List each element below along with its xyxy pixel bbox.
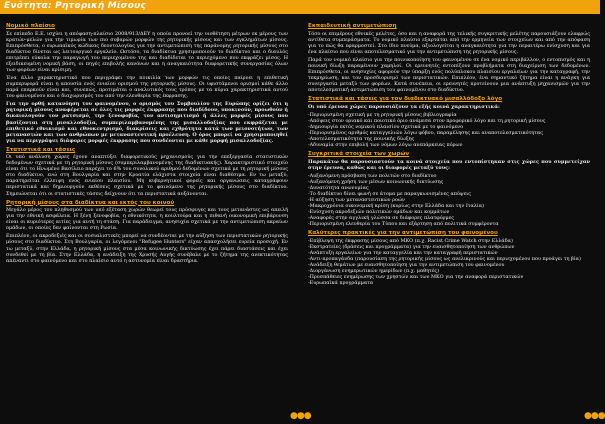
list-item: -Δημιουργία εκτός νομικού πλαισίου σχετικά με το φαινόμενο	[308, 123, 464, 130]
list-item: -Ανάπτυξη εργαλείων για την καταγγελία και την καταγραφή περιστατικών	[308, 249, 498, 256]
section-statistics-title: Στατιστικά και τάσεις	[6, 146, 76, 153]
list-item: -Περιορισμένος αριθμός καταγγελιών λόγω φόβου, παραμέλησης και αναποτελεσματικότητας	[308, 130, 543, 137]
best-practices-list	[308, 238, 590, 286]
right-column	[308, 20, 590, 288]
list-item: -Προσπάθειες ενημέρωσης των χρηστών και των ΜΚΟ για την αναφορά περιστατικών	[308, 274, 524, 281]
paragraph: Παρακάτω θα παρουσιαστούν τα κοινά στοιχεία που εντοπίστηκαν στις χώρες που συμμετείχαν στην έρευνα, καθώς και οι διαφορές μεταξύ τους:	[308, 158, 590, 171]
list-item: -Εκστρατείες (δράσεις και προγράμματα) για την ευαισθητοποίηση των ανθρώπων	[308, 243, 515, 250]
paragraph: Οι υπό έρευνα χώρες παρουσιάζουν τα εξής κοινά χαρακτηριστικά:	[308, 103, 500, 110]
list-item: -Αντι-προπαγάνδα (παρουσίαση της ρητορικής μίσους ως ανελικρινούς και περιεχομένου που προάγει τη βία)	[308, 256, 581, 263]
list-item: -Απόψεις στον οριακό και ποιοτικό όριο ανάμεσα στον προφορικό λόγο και τη ρητορική μίσους	[308, 117, 546, 124]
list-item: -Περιορισμένη σχετική με τη ρητορική μίσους βιβλιογραφία	[308, 111, 457, 118]
page-title: Ενότητα: Ρητορική Μίσους	[4, 1, 146, 11]
list-item: -Αυξανόμενη χρήση των μέσων κοινωνικής δικτύωσης	[308, 179, 444, 185]
list-item: -Μακροχρόνια οικονομική κρίση (κυρίως στην Ελλάδα και την Ιταλία)	[308, 203, 485, 210]
list-item: -Ενίσχυση ακροδεξιών πολιτικών ομάδων και κομμάτων	[308, 209, 450, 216]
section-legal-framework-title: Νομικό πλαίσιο	[6, 23, 55, 29]
page-end-dots-icon: ●●●	[290, 411, 311, 421]
paragraph: Για την ορθή κατανόηση του φαινομένου, ο ορισμός του Συμβουλίου της Ευρώπης ορίζει ότι η ρητορική μίσους αναφέρεται σε όλες τις μορφές έκφρασης που διαδίδουν, υποκινούν, προωθούν ή δικαιολογούν τον ρατσισμό, την ξενοφοβία, τον αντισημιτισμό ή άλλες μορφές μίσους που βασίζονται στη μισαλλοδοξία, συμπεριλαμβανομένης της μισαλλοδοξίας που εκφράζεται με επιθετικό εθνικισμό και εθνοκεντρισμό, διακρίσεις και εχθρότητα κατά των μειονοτήτων, των μεταναστών και των ανθρώπων με μεταναστευτική προέλευση. Ο όρος μπορεί να χρησιμοποιηθεί για να περιγράψει διάφορες μορφές έκφρασης που συνδέονται με κάθε μορφή μισαλλοδοξίας.	[6, 101, 288, 144]
common-features-list	[308, 112, 590, 148]
comparison-list	[308, 173, 590, 227]
list-item: -Το διαδίκτυο δίνει φωνή σε άτομα με παραγκωνισμένες απόψεις	[308, 191, 471, 198]
paragraph: Ένα άλλο χαρακτηριστικό που περιγράφει την ποικιλία των μορφών τις οποίες παίρνει η επιθετική συμπεριφορά είναι η απουσία ενός ενιαίου ορισμού της ρητορικής μίσους. Οι υφιστάμενοι ορισμοί κάθε άλλο παρά επαρκούν είναι και, συνεπώς, προτιμάται ο αναλυτικός τους τρόπος με τα κύρια χαρακτηριστικά αυτού του φαινομένου και ο διαχωρισμός του από την ελευθερία της έκφρασης.	[6, 75, 288, 100]
paragraph: Οι υπό ανάλυση χώρες έχουν αναπτύξει διαφορετικούς μηχανισμούς για την επεξεργασία στατιστικών δεδομένων σχετικά με τη ρητορική μίσους (συμπεριλαμβανομένης της διαδικτυακής). Χαρακτηριστικό στοιχείο είναι ότι το Ηνωμένο Βασίλειο παρέχει το 6% του συνολικού αριθμού δεδομένων σχετικά με τη ρητορική μίσους στο διαδίκτυο, ενώ στη Βουλγαρία και στην Κροατία ελάχιστα στοιχεία είναι διαθέσιμα. Εν τω μεταξύ, παρατηρείται έλλειψη ενός ενιαίου πλαισίου. Μη κυβερνητικοί φορείς και οργανώσεις καταγράφουν περιστατικά και δημιουργούν εκθέσεις σχετικά με το φαινόμενο της ρητορικής μίσους στο διαδίκτυο. Σημειώνεται ότι οι στατιστικές τάσεις δείχνουν ότι τα περιστατικά αυξάνονται.	[6, 154, 288, 197]
list-item: -Δυνατότητα ανωνυμίας	[308, 185, 369, 192]
section-best-practices-title: Καλύτερες πρακτικές για την αντιμετώπιση του φαινομένου	[308, 230, 498, 237]
list-item: -Αδυναμία στην επιβολή των νόμων λόγω ανεπάρκειας πόρων	[308, 142, 463, 149]
section-hate-speech-offline-title: Ρητορική μίσους στα διαδίκτυα και εκτός του κοινού	[6, 199, 175, 206]
list-item: -Αποτελεσματικότητα της ποινικής δίωξης	[308, 136, 415, 143]
left-column	[6, 20, 288, 266]
list-item: -Διοργάνωση ενημερωτικών ημερίδων (π.χ. μαθητές)	[308, 268, 440, 275]
paragraph: Σε επίπεδο Ε.Ε. ισχύει η απόφαση-πλαίσιο 2008/913/ΔΕΥ η οποία προνοεί την υιοθέτηση μέτρων εκ μέρους των κρατών-μελών για την τιμωρία των πιο σοβαρών μορφών της ρητορικής μίσους και των εγκλημάτων μίσους. Επιπρόσθετα, ο ευρωπαϊκός κώδικας δεοντολογίας για την αντιμετώπιση της παράνομης ρητορικής μίσους στο διαδίκτυο δίνεται ως λειτουργικό εργαλείο. Ωστόσο, τα διαδίκτυα χρησιμοποιούν το διαδίκτυο και ο διαυλός επιτρέπει εύκολα την παραγωγή του περιεχομένου της και διαδίδεται το περιεχόμενο που εκφράζει μίσος. Η εξειδικευμένη νομική βάση, οι πηγές επιβολής κανόνων και η αναγκαιότητα διαφορετικής συνεργασίας όλων των φορέων είναι κρίσιμη.	[6, 30, 288, 73]
list-item: -Ευρωπαϊκά προγράμματα	[308, 280, 374, 287]
paragraph: Επιπλέον, οι ακροδεξιές και οι σοσιαλιστικές μπορεί να συνδέονται με την αύξηση των περιστατικών ρητορικής μίσους στο διαδίκτυο. Στη Βουλγαρία, οι λεγόμενοι "Refugee Hunters" είχαν απασχολήσει ευρεία προσοχή. Εν τω μεταξύ, στην Ελλάδα, η ρητορική μίσους στα μέσα κοινωνικής δικτύωσης έχει πάρει διαστάσεις και έχει συνδεθεί με τη βία. Στην Ελλάδα, η ανάδειξη της Χρυσής Αυγής συνέβαλε με το ζήτημα της ανεκτικότητας απέναντι στο φαινόμενο και στο πλαίσιο αυτό η αστυνομία είναι δραστήρια.	[6, 233, 288, 264]
paragraph: Παρά τον νομικό πλαίσιο για την ποινικοποίηση του φαινομένου σε ένα νομικό περιβάλλον, ο εντοπισμός και η ποινική δίωξη παραμένουν χαμηλοί. Οι ερευνητές εντοπίζουν προβλήματα στη διαχείριση των δεδομένων. Επιπρόσθετα, οι ανησυχίες αφορούν την ύπαρξη ενός πολύπλοκου πλαισίου εργαλείων για την καταγραφή, την τεκμηρίωση, και τον προσδιορισμό των περιστατικών. Επιπλέον, ένα σημαντικό ζήτημα είναι η ανάγκη για συνεργασία μεταξύ των φορέων. Κατά συνέπεια, οι ερευνητές προτείνουν μια ανάπτυξη μηχανισμών για την αποτελεσματική αντιμετώπιση του φαινομένου στο διαδίκτυο.	[308, 56, 590, 94]
page-end-dots-icon: ●●●	[584, 411, 605, 421]
list-item: -Η αύξηση των μεταναστευτικών ροών	[308, 197, 405, 204]
list-item: -Αναφορές στην αγγλική γλώσσα σε διάφορες πλατφόρμες	[308, 215, 454, 222]
list-item: -Περιορισμένη ελευθερία του Τύπου και εξάρτηση από πολιτικά συμφέροντα	[308, 221, 499, 228]
section-comparison-title: Συγκριτικά στοιχεία των χωρών	[308, 151, 410, 158]
section-online-trends-title: Στατιστικά και τάσεις για τον διαδικτυακό μισαλλόδοξο λόγο	[308, 96, 503, 103]
paragraph: Μεγάλο μέρος του πληθυσμού των υπό εξέταση χωρών θεωρεί τους πρόσφυγες και τους μετανάστες ως απειλή για την εθνική ασφάλεια. Η ξένη ξενοφοβία, η εθνικότητα, η κουλτούρα και η πιθανή οικονομική επιβάρυνση είναι οι κυριότερες αιτίες για αυτή τη στάση. Για παράδειγμα, ανησυχία σχετικά με την αντιμετώπιση ακραίων ομάδων, οι οποίες δεν φαίνονται στη Ρωσία.	[6, 207, 288, 232]
list-item: -Ανάδειξη θεμάτων με ευαισθητοποίηση για την αντιμετώπιση του φαινομένου	[308, 262, 505, 269]
list-item: -Επίβλεψη της έκφρασης μίσους από ΜΚΟ (π.χ. Racist Crime Watch στην Ελλάδα)	[308, 237, 513, 244]
section-education-title: Εκπαιδευτική αντιμετώπιση	[308, 23, 397, 29]
paragraph: Τόσο οι επιμέρους εθνικές μελέτες, όσο και η αναφορά της τελικής συγκριτικής μελέτης παρουσιάζουν ελαφρώς αντίθετα συμπεράσματα. Το νομικό πλαίσιο εξαρτάται από την ερμηνεία των στοιχείων και από την απόφαση για το πώς θα εφαρμοστεί. Στο ίδιο πνεύμα, αξιολογείται η αναγκαιότητα για την περαιτέρω ενίσχυση και για ένα πλαίσιο που είναι αποτελεσματικό για την αντιμετώπιση της ρητορικής μίσους.	[308, 30, 590, 55]
list-item: -Αυξανόμενη πρόσβαση των πολιτών στο διαδίκτυο	[308, 172, 437, 179]
header	[0, 0, 600, 18]
